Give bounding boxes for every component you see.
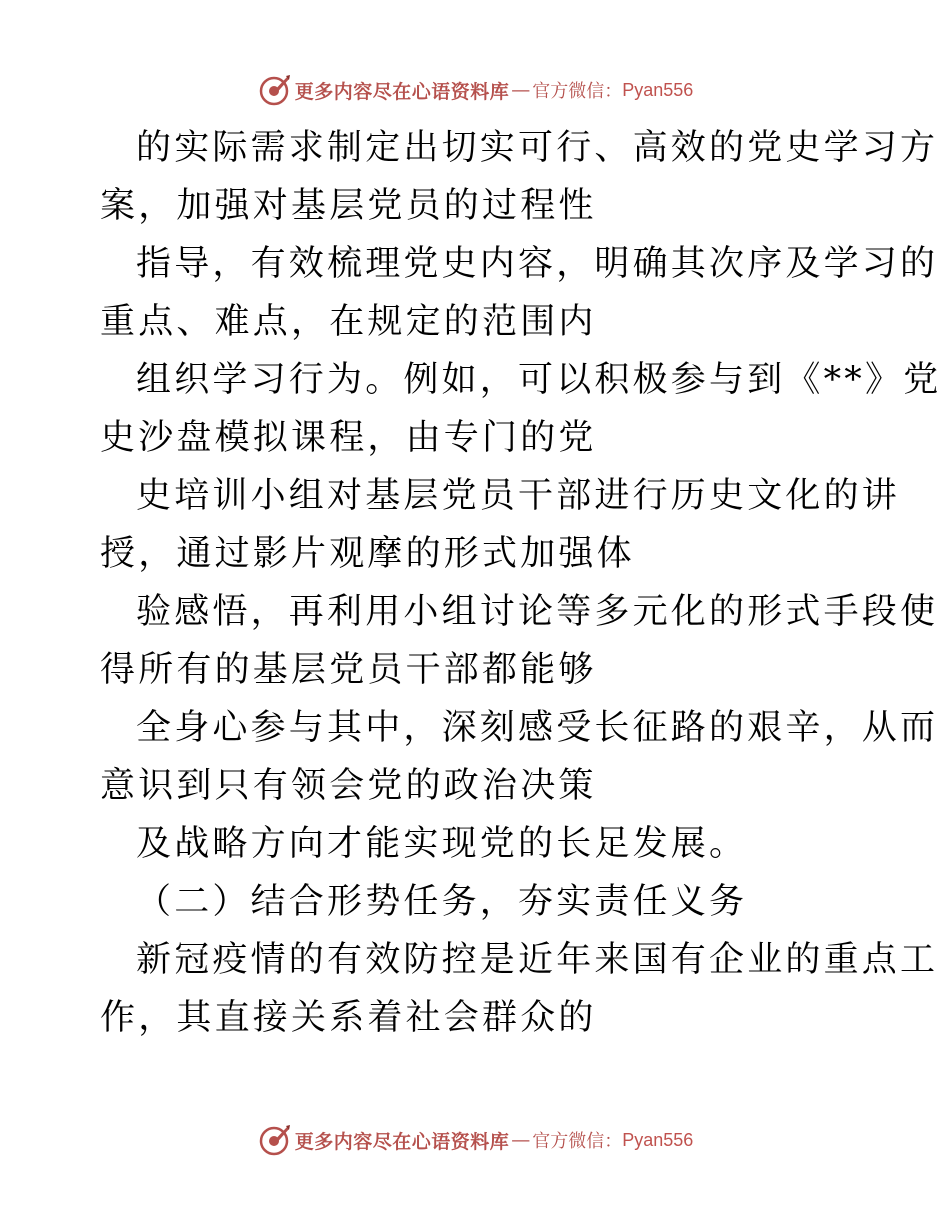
logo-icon bbox=[257, 73, 291, 107]
wechat-id: Pyan556 bbox=[622, 79, 694, 100]
text-line: 意识到只有领会党的政治决策 bbox=[100, 766, 597, 806]
text-line: 得所有的基层党员干部都能够 bbox=[100, 650, 597, 690]
text-line: 新冠疫情的有效防控是近年来国有企业的重点工 bbox=[136, 940, 939, 980]
wechat-label: 官方微信： bbox=[532, 1131, 623, 1152]
text-line: 史沙盘模拟课程，由专门的党 bbox=[100, 418, 597, 458]
text-line: 验感悟，再利用小组讨论等多元化的形式手段使 bbox=[136, 592, 939, 632]
logo-icon bbox=[257, 1123, 291, 1157]
separator-dash: — bbox=[511, 79, 531, 101]
section-heading: （二）结合形势任务，夯实责任义务 bbox=[136, 882, 748, 922]
text-line: 的实际需求制定出切实可行、高效的党史学习方 bbox=[136, 128, 939, 168]
text-line: 全身心参与其中，深刻感受长征路的艰辛，从而 bbox=[136, 708, 939, 748]
text-line: 案，加强对基层党员的过程性 bbox=[100, 186, 597, 226]
brand-text: 更多内容尽在心语资料库 bbox=[294, 1130, 510, 1153]
separator-dash: — bbox=[511, 1129, 531, 1151]
text-line: 组织学习行为。例如，可以积极参与到《**》党 bbox=[136, 360, 942, 400]
wechat-label: 官方微信： bbox=[532, 81, 623, 102]
footer-watermark bbox=[0, 1120, 950, 1160]
text-line: 重点、难点，在规定的范围内 bbox=[100, 302, 597, 342]
header-watermark bbox=[0, 70, 950, 110]
text-line: 史培训小组对基层党员干部进行历史文化的讲 bbox=[136, 476, 901, 516]
text-line: 指导，有效梳理党史内容，明确其次序及学习的 bbox=[136, 244, 939, 284]
brand-text: 更多内容尽在心语资料库 bbox=[294, 80, 510, 103]
text-line: 作，其直接关系着社会群众的 bbox=[100, 998, 597, 1038]
text-line: 授，通过影片观摩的形式加强体 bbox=[100, 534, 635, 574]
text-line: 及战略方向才能实现党的长足发展。 bbox=[136, 824, 748, 864]
wechat-id: Pyan556 bbox=[622, 1129, 694, 1150]
